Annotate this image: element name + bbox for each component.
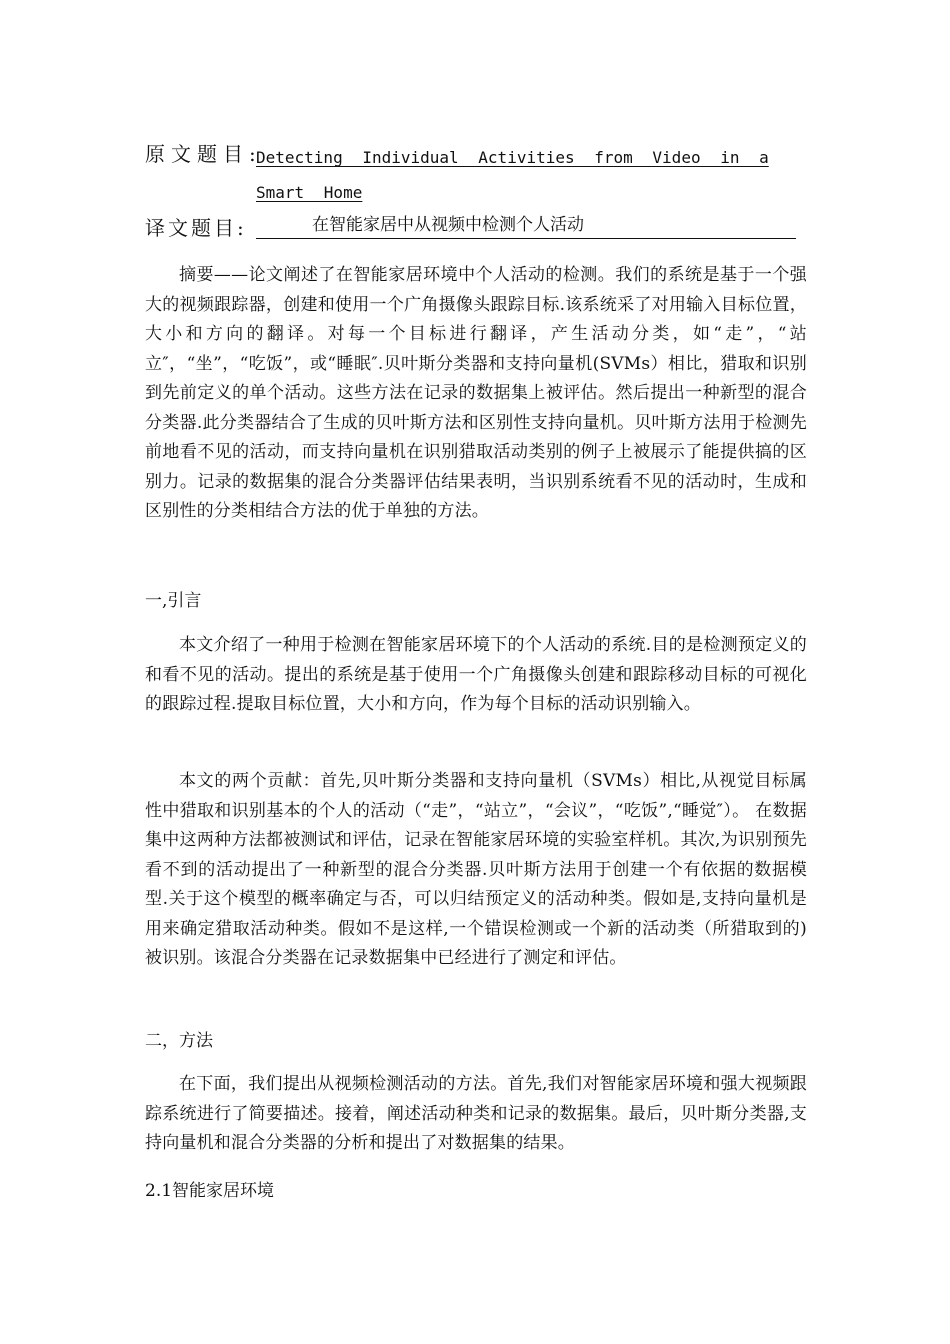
intro-paragraph-2: 本文的两个贡献：首先,贝叶斯分类器和支持向量机（SVMs）相比,从视觉目标属性中猎取和识别基本的个人的活动（“走”，“站立”，“会议”，“吃饭”,“睡觉″）。 在数据集中这两种方法都被测试和评估，记录在智能家居环境的实验室样机。其次,为识别预先看不到的活动提出了一种新型的混合分类器.贝叶斯方法用于创建一个有依据的数据模型.关于这个模型的概率确定与否，可以归结预定义的活动种类。假如是,支持向量机是用来确定猎取活动种类。假如不是这样,一个错误检测或一个新的活动类（所猎取到的)被识别。该混合分类器在记录数据集中已经进行了测定和评估。 — [145, 771, 807, 968]
section-heading-method: 二，方法 — [145, 1031, 213, 1051]
original-title-label: 原文题目: — [145, 142, 262, 166]
original-title: Detecting Individual Activities from Video in a Smart Home — [256, 148, 769, 202]
abstract-paragraph: 摘要——论文阐述了在智能家居环境中个人活动的检测。我们的系统是基于一个强大的视频跟踪器，创建和使用一个广角摄像头跟踪目标.该系统采了对用输入目标位置，大小和方向的翻译。对每一个目标进行翻译，产生活动分类，如“走”，“站立″，“坐”，“吃饭”，或“睡眠″.贝叶斯分类器和支持向量机(SVMs）相比，猎取和识别到先前定义的单个活动。这些方法在记录的数据集上被评估。然后提出一种新型的混合分类器.此分类器结合了生成的贝叶斯方法和区别性支持向量机。贝叶斯方法用于检测先前地看不见的活动，而支持向量机在识别猎取活动类别的例子上被展示了能提供搞的区别力。记录的数据集的混合分类器评估结果表明，当识别系统看不见的活动时，生成和区别性的分类相结合方法的优于单独的方法。 — [145, 265, 807, 521]
translated-title-label-row — [145, 215, 247, 241]
translated-title-label: 译文题目: — [145, 216, 247, 240]
translated-title: 在智能家居中从视频中检测个人活动 — [312, 215, 584, 235]
original-title-label-row — [145, 141, 262, 167]
subsection-heading-smart-home: 2.1智能家居环境 — [145, 1181, 275, 1201]
translated-title-line — [256, 212, 796, 239]
section-heading-introduction: 一,引言 — [145, 591, 202, 611]
method-paragraph-1: 在下面，我们提出从视频检测活动的方法。首先,我们对智能家居环境和强大视频跟踪系统进行了简要描述。接着，阐述活动种类和记录的数据集。最后，贝叶斯分类器,支持向量机和混合分类器的分析和提出了对数据集的结果。 — [145, 1074, 807, 1153]
intro-paragraph-1: 本文介绍了一种用于检测在智能家居环境下的个人活动的系统.目的是检测预定义的和看不见的活动。提出的系统是基于使用一个广角摄像头创建和跟踪移动目标的可视化的跟踪过程.提取目标位置，大小和方向，作为每个目标的活动识别输入。 — [145, 635, 807, 714]
